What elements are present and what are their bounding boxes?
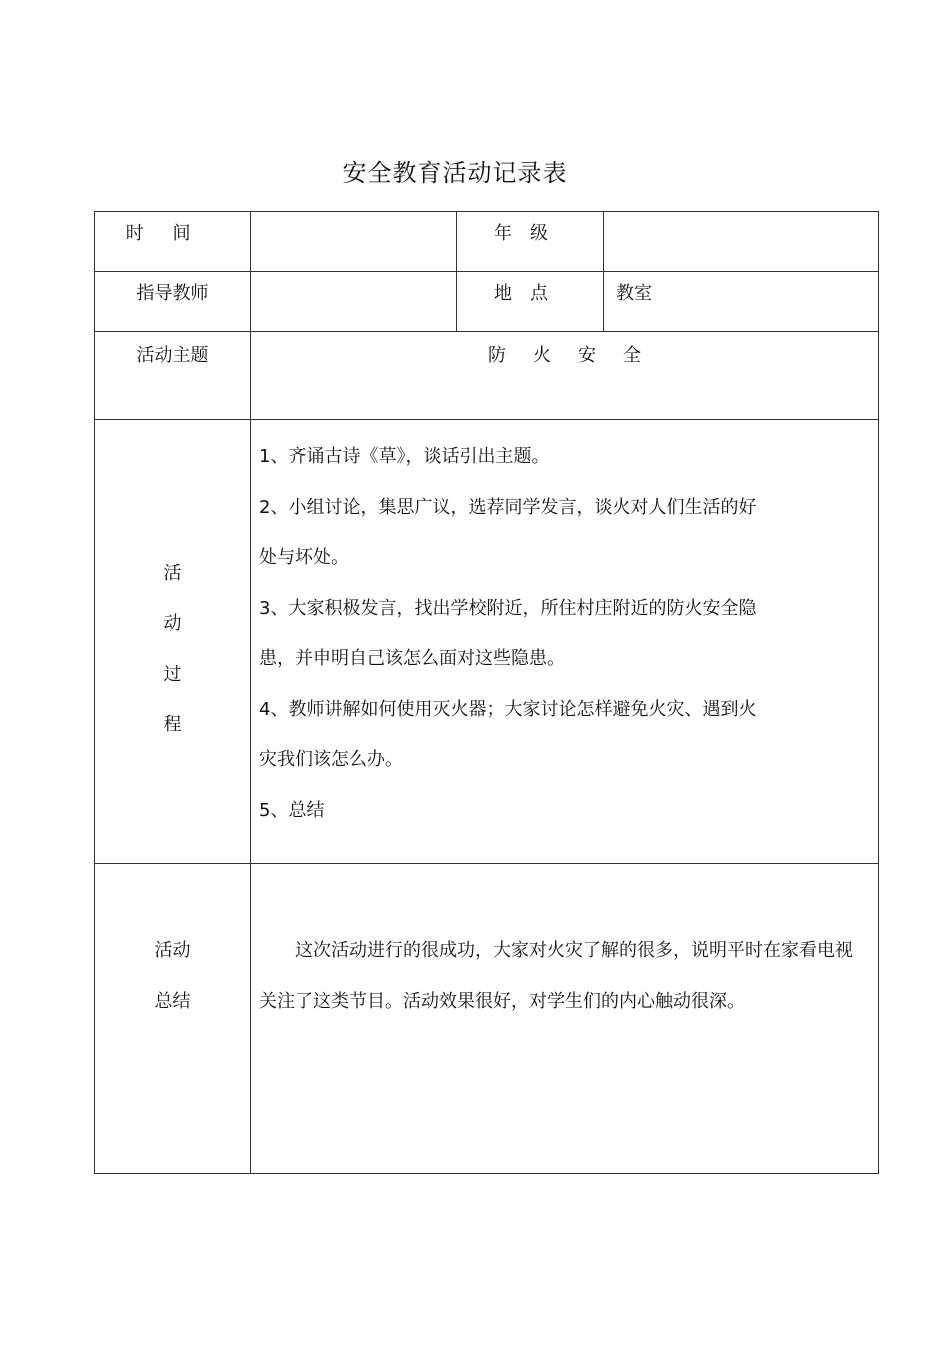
process-line: 1、齐诵古诗《草》，谈话引出主题。 [259, 446, 550, 467]
summary-text: 这次活动进行的很成功，大家对火灾了解的很多，说明平时在家看电视关注了这类节目。活动效果很好，对学生们的内心触动很深。 [259, 940, 853, 1012]
grade-label: 年级 [494, 223, 566, 244]
location-value: 教室 [616, 283, 652, 304]
table-row-time-grade [95, 212, 879, 272]
time-value-cell [251, 212, 457, 272]
process-label-char: 活 [163, 562, 182, 584]
theme-value-cell [251, 332, 879, 420]
process-label-cell [95, 420, 251, 864]
table-row-process [95, 420, 879, 864]
teacher-label-cell [95, 272, 251, 332]
location-label: 地点 [494, 283, 566, 304]
process-line: 处与坏处。 [259, 547, 349, 568]
summary-label-line: 活动 [154, 940, 191, 961]
grade-value-cell [604, 212, 879, 272]
process-line: 4、教师讲解如何使用灭火器；大家讨论怎样避免火灾、遇到火 [259, 698, 757, 720]
grade-label-cell [457, 212, 604, 272]
summary-label-cell [95, 864, 251, 1174]
process-line: 2、小组讨论，集思广议，选荐同学发言，谈火对人们生活的好 [259, 496, 757, 518]
process-label-char: 程 [163, 714, 182, 735]
summary-content-cell [251, 864, 879, 1174]
grade-value [604, 212, 878, 222]
teacher-value [251, 272, 456, 282]
theme-label-cell [95, 332, 251, 420]
process-line: 3、大家积极发言，找出学校附近，所住村庄附近的防火安全隐 [259, 597, 757, 619]
table-row-teacher-location [95, 272, 879, 332]
table-row-summary [95, 864, 879, 1174]
process-line: 灾我们该怎么办。 [259, 749, 403, 770]
time-label-cell [95, 212, 251, 272]
process-line: 患，并申明自己该怎么面对这些隐患。 [259, 648, 565, 669]
document-title: 安全教育活动记录表 [342, 159, 568, 187]
activity-record-table [94, 211, 879, 1174]
teacher-value-cell [251, 272, 457, 332]
process-list [251, 420, 878, 836]
summary-body [251, 864, 878, 1027]
process-label [95, 420, 250, 871]
process-line: 5、总结 [259, 799, 325, 821]
theme-value: 防火安全 [488, 345, 668, 366]
process-label-char: 过 [163, 663, 182, 685]
summary-label-line: 总结 [154, 990, 191, 1012]
time-value [251, 212, 456, 222]
location-value-cell [604, 272, 879, 332]
location-label-cell [457, 272, 604, 332]
time-label: 时间 [125, 223, 220, 244]
table-row-theme [95, 332, 879, 420]
process-content-cell [251, 420, 879, 864]
theme-label: 活动主题 [136, 345, 209, 366]
teacher-label: 指导教师 [136, 283, 209, 304]
process-label-char: 动 [163, 613, 182, 634]
summary-label [95, 864, 250, 1027]
